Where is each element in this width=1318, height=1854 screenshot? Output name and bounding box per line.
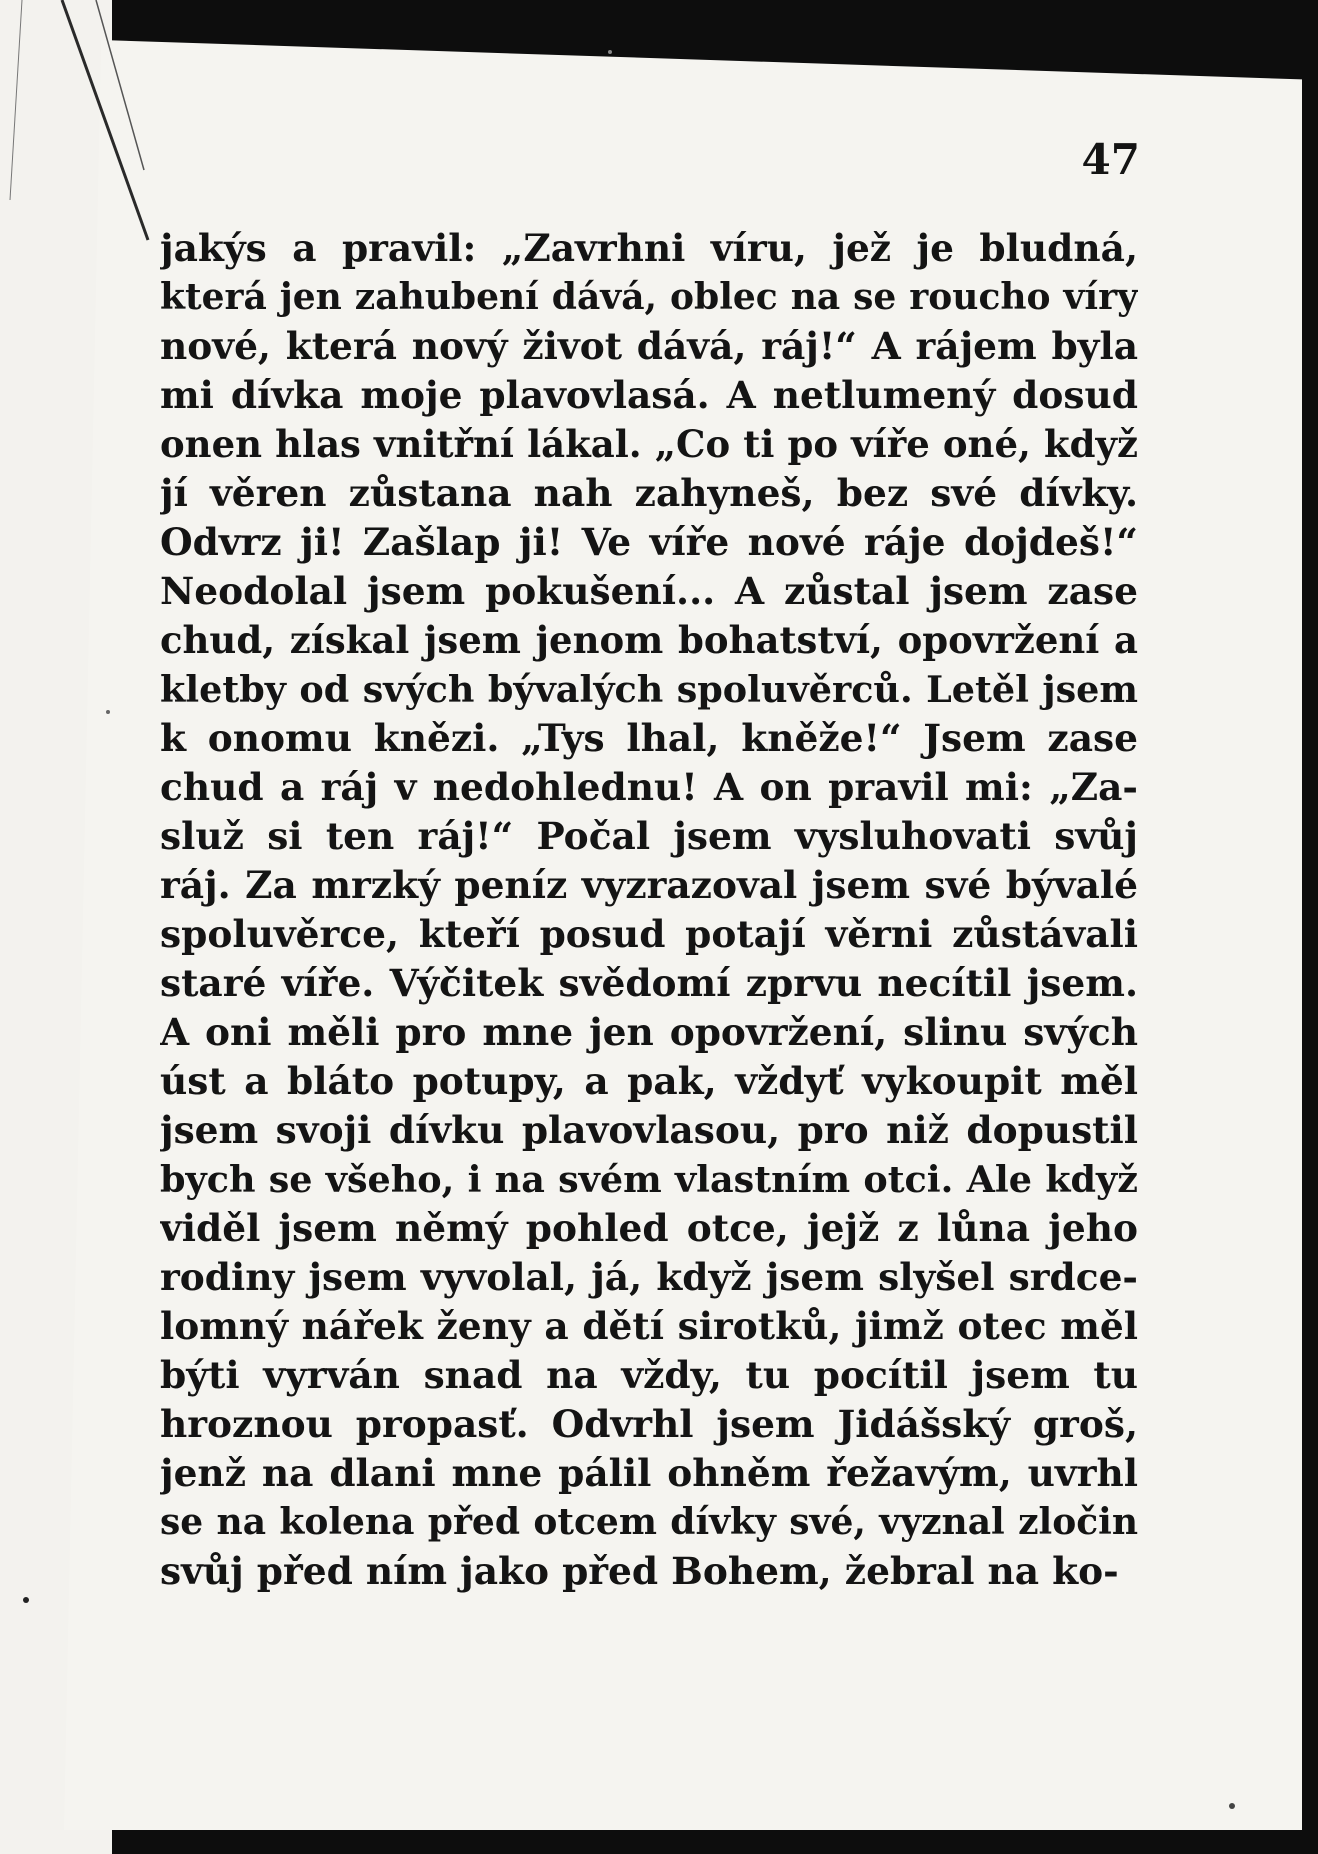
page-number: 47 — [1081, 135, 1140, 184]
text-line: svůj před ním jako před Bohem, žebral na ko- — [160, 1549, 1119, 1593]
text-line: jenž na dlani mne pálil ohněm řežavým, uvrhl — [160, 1451, 1138, 1495]
text-line: se na kolena před otcem dívky své, vyznal zločin — [160, 1501, 1138, 1543]
text-line: jakýs a pravil: „Zavrhni víru, jež je bludná, — [160, 226, 1138, 270]
text-line: býti vyrván snad na vždy, tu pocítil jsem tu — [160, 1353, 1138, 1397]
text-line: jsem svoji dívku plavovlasou, pro niž dopustil — [160, 1108, 1138, 1152]
text-line: ráj. Za mrzký peníz vyzrazoval jsem své bývalé — [160, 863, 1138, 907]
body-text — [160, 224, 1138, 1596]
text-line: mi dívka moje plavovlasá. A netlumený dosud — [160, 373, 1138, 417]
text-line: Neodolal jsem pokušení... A zůstal jsem zase — [160, 569, 1138, 613]
text-line: k onomu knězi. „Tys lhal, kněže!“ Jsem zase — [160, 716, 1138, 760]
text-line: lomný nářek ženy a dětí sirotků, jimž otec měl — [160, 1304, 1138, 1348]
text-line: staré víře. Výčitek svědomí zprvu necítil jsem. — [160, 961, 1138, 1005]
text-line: chud a ráj v nedohlednu! A on pravil mi: „Za- — [160, 765, 1138, 809]
text-line: Odvrz ji! Zašlap ji! Ve víře nové ráje dojdeš!“ — [160, 520, 1138, 564]
text-line: rodiny jsem vyvolal, já, když jsem slyšel srdce- — [160, 1255, 1138, 1299]
text-line: jí věren zůstana nah zahyneš, bez své dívky. — [160, 471, 1138, 515]
text-line: chud, získal jsem jenom bohatství, opovržení a — [160, 618, 1138, 662]
text-line: hroznou propasť. Odvrhl jsem Jidášský groš, — [160, 1402, 1138, 1446]
text-line: nové, která nový život dává, ráj!“ A rájem byla — [160, 324, 1138, 368]
text-line: A oni měli pro mne jen opovržení, slinu svých — [160, 1010, 1138, 1054]
text-line: kletby od svých bývalých spoluvěrců. Letěl jsem — [160, 668, 1138, 711]
text-line: spoluvěrce, kteří posud potají věrni zůstávali — [160, 912, 1138, 956]
text-line: služ si ten ráj!“ Počal jsem vysluhovati svůj — [160, 814, 1138, 858]
text-line: úst a bláto potupy, a pak, vždyť vykoupit měl — [160, 1059, 1138, 1103]
text-line: bych se všeho, i na svém vlastním otci. Ale když — [160, 1158, 1138, 1201]
text-line: viděl jsem němý pohled otce, jejž z lůna jeho — [160, 1206, 1138, 1250]
text-line: která jen zahubení dává, oblec na se roucho víry — [160, 276, 1138, 318]
text-line: onen hlas vnitřní lákal. „Co ti po víře oné, když — [160, 422, 1138, 466]
